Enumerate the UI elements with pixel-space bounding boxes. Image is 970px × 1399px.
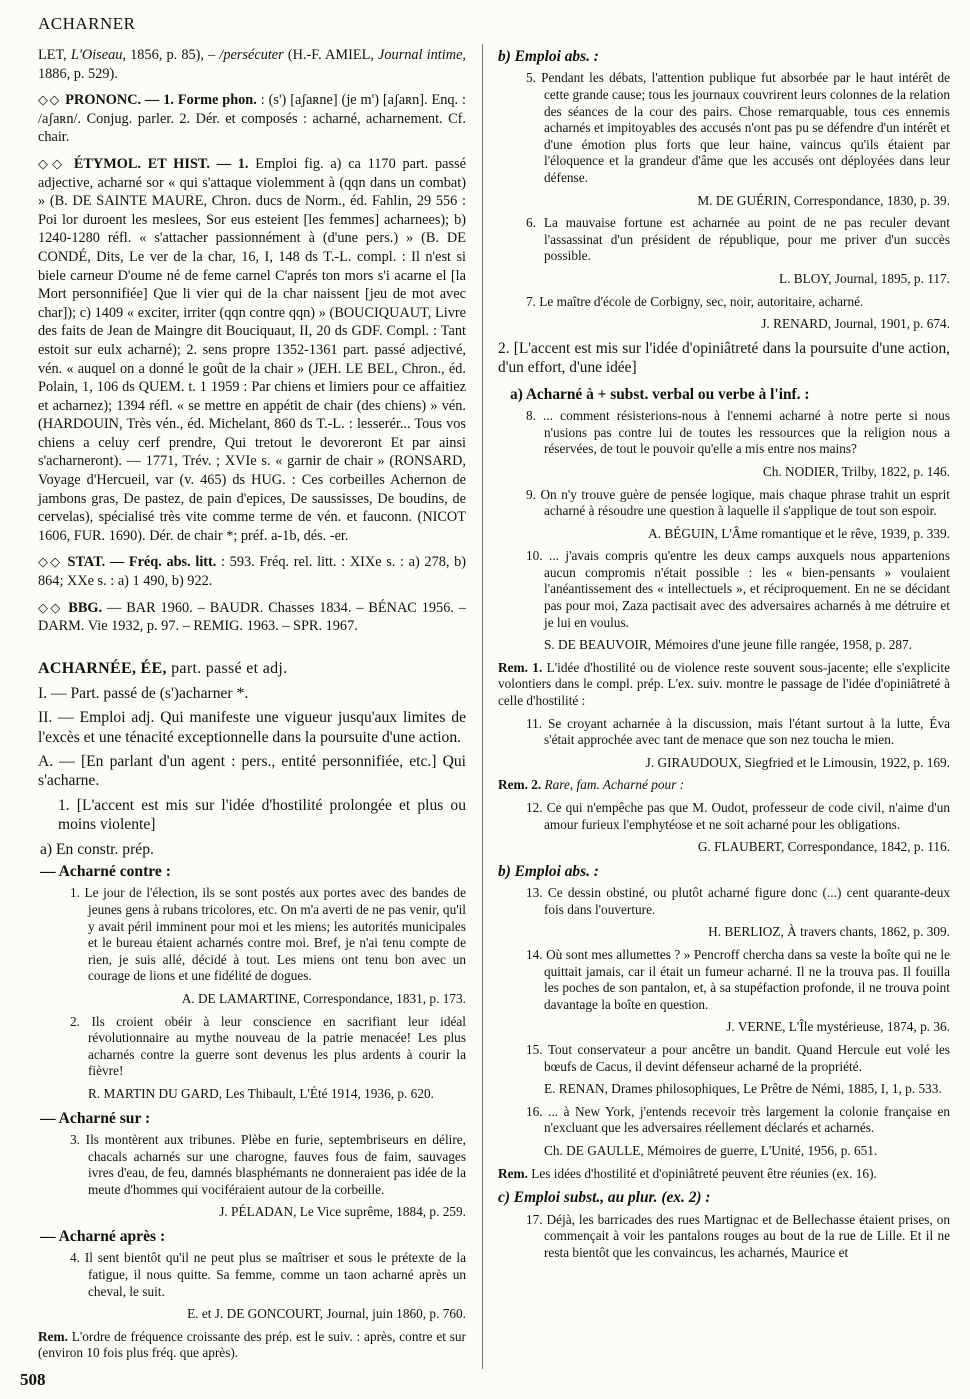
bbg-section: ◇◇ BBG. — BAR 1960. – BAUDR. Chasses 1834. – BÉNAC 1956. – DARM. Vie 1932, p. 97. – REMIG. 1963. – SPR. 1967.	[38, 599, 466, 635]
diamond-icon: ◇◇	[38, 92, 66, 108]
right-column	[498, 44, 950, 1267]
example-2: 2. Ils croient obéir à leur conscience en sacrifiant leur idéal révolutionnaire au mythe nouveau de la patrie menacée! Les plus acharnés contre la guerre sont devenus les plus ardents à courir la fièvre!	[70, 1013, 466, 1079]
page-number: 508	[20, 1370, 46, 1389]
source-1: A. DE LAMARTINE, Correspondance, 1831, p. 173.	[181, 991, 466, 1007]
dash-acharne-sur: — Acharné sur :	[40, 1109, 151, 1127]
example-12: 12. Ce qui n'empêche pas que M. Oudot, professeur de code civil, n'aime d'un amour furieux l'emphytéose et ne soit acharné pour les obligations.	[526, 800, 950, 832]
remark-left: Rem. L'ordre de fréquence croissante des prép. est le suiv. : après, contre et sur (environ 10 fois plus fréq. que après).	[38, 1328, 466, 1361]
source-6: L. BLOY, Journal, 1895, p. 117.	[778, 270, 950, 286]
section-a-constr: a) En constr. prép.	[40, 840, 154, 858]
source-13: H. BERLIOZ, À travers chants, 1862, p. 309.	[708, 924, 950, 940]
column-divider	[482, 44, 483, 1369]
example-1: 1. Le jour de l'élection, ils se sont postés aux portes avec des bandes de jeunes gens à rubans tricolores, etc. On m'a averti de ne pas venir, qu'il y avait péril imminent pour moi et les miens; les autorités municipales et le bureau étaient acharnés contre moi. Bref, je n'ai tenu compte de rien, je suis allé, décidé à tout. Les miens ont tenu bon avec un courage de lions et une fidélité de dogues.	[70, 885, 466, 984]
source-11: J. GIRAUDOUX, Siegfried et le Limousin, 1922, p. 169.	[645, 754, 950, 770]
dash-acharne-contre: — Acharné contre :	[40, 863, 171, 881]
stat-section: ◇◇ STAT. — Fréq. abs. litt. : 593. Fréq. rel. litt. : XIXe s. : a) 278, b) 864; XXe s. : a) 1 490, b) 922.	[38, 554, 467, 590]
source-15: E. RENAN, Drames philosophiques, Le Prêtre de Némi, 1885, I, 1, p. 533.	[544, 1081, 942, 1097]
example-8: 8. ... comment résisterions-nous à l'ennemi acharné à notre perte si nous n'usions pas contre lui de toutes les ressources que la religion nous a réservées, de tout le pouvoir qu'elle a mis entre nos mains?	[526, 408, 950, 457]
section-I: I. — Part. passé de (s')acharner *.	[38, 684, 249, 702]
example-10: 10. ... j'avais compris qu'entre les deux camps auxquels nous appartenions aucun compromis n'était possible : les « bien-pensants » voulaient l'anéantissement des « intellectuels », et réciproquement. En ne se décidant pas pour moi, Zaza pactisait avec des adversaires acharnés à me détruire et je lui en voulus.	[526, 548, 950, 630]
section-II: II. — Emploi adj. Qui manifeste une vigueur jusqu'aux limites de l'excès et une ténacité exceptionnelle dans la poursuite d'une action.	[38, 709, 466, 746]
source-10: S. DE BEAUVOIR, Mémoires d'une jeune fille rangée, 1958, p. 287.	[544, 637, 912, 653]
example-3: 3. Ils montèrent aux tribunes. Plèbe en furie, septembriseurs en délire, chacals acharnés sur une charogne, fauves fous de faim, sauvages ivres d'eau, de feu, damnés blasphémants ne donneraient pas idée de la meute d'hommes qui vociféraient autour de la corbeille.	[70, 1132, 466, 1197]
source-9: A. BÉGUIN, L'Âme romantique et le rêve, 1939, p. 339.	[648, 525, 950, 541]
section-c-emploi-subst: c) Emploi subst., au plur. (ex. 2) :	[498, 1189, 711, 1207]
source-2: R. MARTIN DU GARD, Les Thibault, L'Été 1914, 1936, p. 620.	[88, 1086, 434, 1101]
example-6: 6. La mauvaise fortune est acharnée au point de ne pas reculer devant l'assassinat d'un président de république, pour me priver d'un succès possible.	[526, 215, 950, 264]
running-head: ACHARNER	[38, 14, 136, 33]
left-column	[38, 46, 466, 1368]
example-11: 11. Se croyant acharnée à la discussion, mais l'étant surtout à la lutte, Éva s'était approchée avec tant de menace que son nez toucha le mien.	[526, 715, 950, 748]
source-5: M. DE GUÉRIN, Correspondance, 1830, p. 39.	[697, 192, 950, 208]
diamond-icon: ◇◇	[38, 599, 69, 615]
dash-acharne-apres: — Acharné après :	[40, 1227, 166, 1245]
section-A: A. — [En parlant d'un agent : pers., entité personnifiée, etc.] Qui s'acharne.	[38, 753, 466, 790]
example-7: 7. Le maître d'école de Corbigny, sec, noir, autoritaire, acharné.	[526, 293, 864, 309]
example-17: 17. Déjà, les barricades des rues Martignac et de Bellechasse étaient prises, on commençait à voir les pantalons rouges au bout de la rue de Lille. Et il ne resta bientôt que les convaincus, les acharnés, Maurice et	[526, 1211, 950, 1260]
section-b-emploi-abs-2: b) Emploi abs. :	[498, 862, 599, 880]
etymol-section: ◇◇ ÉTYMOL. ET HIST. — 1. Emploi fig. a) ca 1170 part. passé adjective, acharné sor « qui s'attaque violemment à (qqn dans un combat) » (B. DE SAINTE MAURE, Chron. ducs de Norm., éd. Fahlin, 29 556 : Poi lor duroent les meslees, Sor eus esteient [les femmes] acharnees); b) 1240-1280 réfl. « s'attacher passionnément à (d'une pers.) » (B. DE CONDÉ, Dits, Le ver de la char, 16, I, 148 ds T.-L. compl. : Il n'est si biele carneur D'oume né de feme carnel C'aprés ton mors s'i acarne el [la Mort personnifiée] Que li vier qui de la char naissent [jeu de mot avec char]); c) 1409 « exciter, irriter (qqn contre qqn) » (BOUCIQUAUT, Livre des faits de Jean de Maingre dit Bouciquaut, II, 20 ds GDF. Compl. : Tant estoit sur eulx acharné); 2. sens propre 1352-1361 part. passé adjectivé, vén. « auquel on a donné le goût de la chair » (JEH. LE BEL, Chron., éd. Polain, 1, 106 ds QUEM. t. 1 1959 : Par chiens et limiers pour ce affaitiez et acharnez); 1394 réfl. « se mettre en appétit de chair (des chiens) » vén. (HARDOUIN, Très vén., éd. Michelant, 860 ds T.-L. : lesserér... Tous vos chiens a celuy cerf prendre, Qui tretout le devoreront Et par ainsi s'acharneront). — 1771, Trév. ; XVIe s. « garnir de chair » (RONSARD, Voyage d'Hercueil, var (v. 465) ds HUG. : Ces corbeilles Achernon de jambons gras, De pastez, de pain d'epices, De saussisses, De boudins, de cervelas), spécialisé très vite comme terme de vén. et fauconn. (NICOT 1606, FUR. 1690). Dér. de chair *; préf. a-1b, dés. -er.	[38, 155, 467, 544]
remark-1: Rem. 1. L'idée d'hostilité ou de violence reste souvent sous-jacente; elle s'explicite volontiers dans le compl. prép. L'ex. suiv. montre le passage de l'idée d'opiniâtreté à celle d'hostilité :	[498, 659, 950, 709]
source-16: Ch. DE GAULLE, Mémoires de guerre, L'Unité, 1956, p. 651.	[544, 1142, 878, 1158]
source-12: G. FLAUBERT, Correspondance, 1842, p. 116.	[697, 839, 950, 855]
example-13: 13. Ce dessin obstiné, ou plutôt acharné figure donc (...) cent quarante-deux fois dans l'ouverture.	[526, 885, 950, 917]
source-7: J. RENARD, Journal, 1901, p. 674.	[761, 316, 950, 332]
source-3: J. PÉLADAN, Le Vice suprême, 1884, p. 259.	[219, 1204, 466, 1220]
source-8: Ch. NODIER, Trilby, 1822, p. 146.	[762, 463, 950, 479]
section-b-emploi-abs: b) Emploi abs. :	[498, 48, 599, 65]
diamond-icon: ◇◇	[38, 155, 74, 171]
section-1: 1. [L'accent est mis sur l'idée d'hostilité prolongée et plus ou moins violente]	[58, 796, 466, 834]
remark-2: Rem. 2. Rare, fam. Acharné pour :	[498, 777, 685, 793]
let-citation-line: LET, L'Oiseau, 1856, p. 85), – /persécuter (H.-F. AMIEL, Journal intime, 1886, p. 529).	[38, 47, 466, 82]
example-9: 9. On n'y trouve guère de pensée logique, mais chaque phrase trahit un esprit acharné à résoudre une question à laquelle il s'applique de tout son espoir.	[526, 486, 950, 519]
example-16: 16. ... à New York, j'entends recevoir très largement la colonie française en n'excluant que les adversaires réellement déclarés et acharnés.	[526, 1103, 950, 1136]
prononc-section: ◇◇ PRONONC. — 1. Forme phon. : (s') [aʃaʀne] (je m') [aʃaʀn]. Enq. : /aʃaʀn/. Conjug. parler. 2. Dér. et composés : acharné, acharnement. Cf. chair.	[38, 92, 466, 146]
example-4: 4. Il sent bientôt qu'il ne peut plus se maîtriser et sous le prétexte de la fatigue, il nous quitte. Sa femme, comme un taon acharné après un cheval, le suit.	[70, 1250, 466, 1299]
section-2: 2. [L'accent est mis sur l'idée d'opiniâtreté dans la poursuite d'une action, d'un effort, d'une idée]	[498, 339, 950, 376]
example-15: 15. Tout conservateur a pour ancêtre un bandit. Quand Hercule eut volé les bœufs de Cacus, il devint défenseur acharné de la propriété.	[526, 1041, 950, 1074]
diamond-icon: ◇◇	[38, 554, 68, 570]
section-a-acharne-a: a) Acharné à + subst. verbal ou verbe à l'inf. :	[510, 385, 810, 403]
remark-3: Rem. Les idées d'hostilité et d'opiniâtreté peuvent être réunies (ex. 16).	[498, 1165, 877, 1181]
source-4: E. et J. DE GONCOURT, Journal, juin 1860, p. 760.	[187, 1306, 466, 1322]
example-14: 14. Où sont mes allumettes ? » Pencroff chercha dans sa veste la boîte qui ne le quittait jamais, car il était un fumeur acharné. Il ne la trouva pas. Il fouilla les poches de son pantalon, et, à sa stupéfaction profonde, il ne trouva point davantage la boîte en question.	[526, 946, 950, 1012]
entry-headword: ACHARNÉE, ÉE, part. passé et adj.	[38, 659, 288, 677]
source-14: J. VERNE, L'Île mystérieuse, 1874, p. 36.	[726, 1019, 950, 1035]
example-5: 5. Pendant les débats, l'attention publique fut absorbée par le haut intérêt de cette grande cause; tous les journaux couvrirent leurs colonnes de la relation des séances de la cour des pairs. Chose remarquable, tous ces ennemis acharnés et impitoyables des accusés n'ont pas pu se défendre d'un intérêt et d'une émotion plus forts que leur haine, vaincus qu'ils étaient par l'éloquence et la grandeur d'âme que les accusés ont déployées dans leur défense.	[526, 70, 950, 185]
